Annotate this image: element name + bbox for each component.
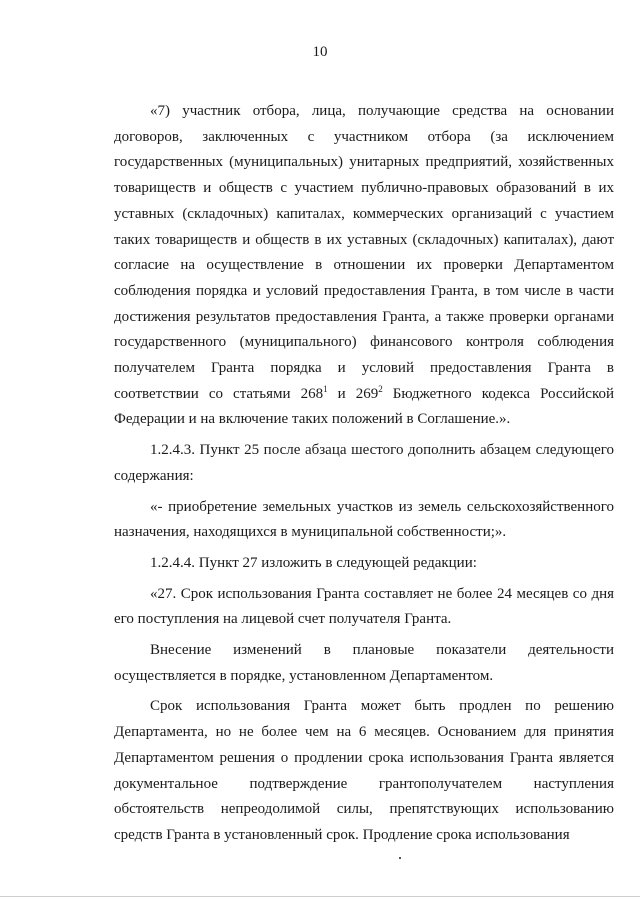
document-body bbox=[114, 99, 614, 849]
paragraph-land-purchase: «- приобретение земельных участков из земель сельскохозяйственного назначения, находящихся в муниципальной собственности;». bbox=[114, 498, 614, 541]
paragraph-term-extension: Срок использования Гранта может быть продлен по решению Департамента, но не более чем на 6 месяцев. Основанием для принятия Департаментом решения о продлении срока использования Гранта является документальное подтверждение грантополучателем наступления обстоятельств непреодолимой силы, препятствующих использованию средств Гранта в установленный срок. Продление срока использования bbox=[114, 698, 614, 843]
paragraph-1-2-4-4: 1.2.4.4. Пункт 27 изложить в следующей редакции: bbox=[150, 554, 477, 571]
superscript: 1 bbox=[323, 383, 328, 394]
paragraph-plan-changes: Внесение изменений в плановые показатели деятельности осуществляется в порядке, установленном Департаментом. bbox=[114, 642, 614, 684]
paragraph-participant-consent bbox=[114, 99, 614, 433]
paragraph-1-2-4-3: 1.2.4.3. Пункт 25 после абзаца шестого дополнить абзацем следующего содержания: bbox=[114, 442, 614, 484]
page-number: 10 bbox=[312, 44, 328, 60]
paragraph-text: Бюджетного кодекса Российской Федерации и на включение таких положений в Соглашение.». bbox=[114, 385, 615, 428]
paragraph-text: «7) участник отбора, лица, получающие средства на основании договоров, заключенных с участником отбора (за исключением государственных (муниципальных) унитарных предприятий, хозяйственных товариществ и обществ с участием публично-правовых образований в их уставных (складочных) капиталах, коммерческих организаций с участием таких товариществ и обществ в их уставных (складочных) капиталах), дают согласие на осуществление в отношении их проверки Департаментом соблюдения порядка и условий предоставления Гранта, в том числе в части достижения результатов предоставления Гранта, а также проверки органами государственного (муниципального) финансового контроля соблюдения получателем Гранта порядка и условий предоставления Гранта в соответствии со статьями 268 bbox=[114, 103, 614, 402]
scan-speck bbox=[399, 857, 401, 859]
page-bottom-edge bbox=[0, 896, 640, 897]
paragraph-text: и 269 bbox=[327, 385, 379, 402]
superscript: 2 bbox=[378, 383, 383, 394]
paragraph-grant-term: «27. Срок использования Гранта составляет не более 24 месяцев со дня его поступления на лицевой счет получателя Гранта. bbox=[114, 585, 614, 628]
